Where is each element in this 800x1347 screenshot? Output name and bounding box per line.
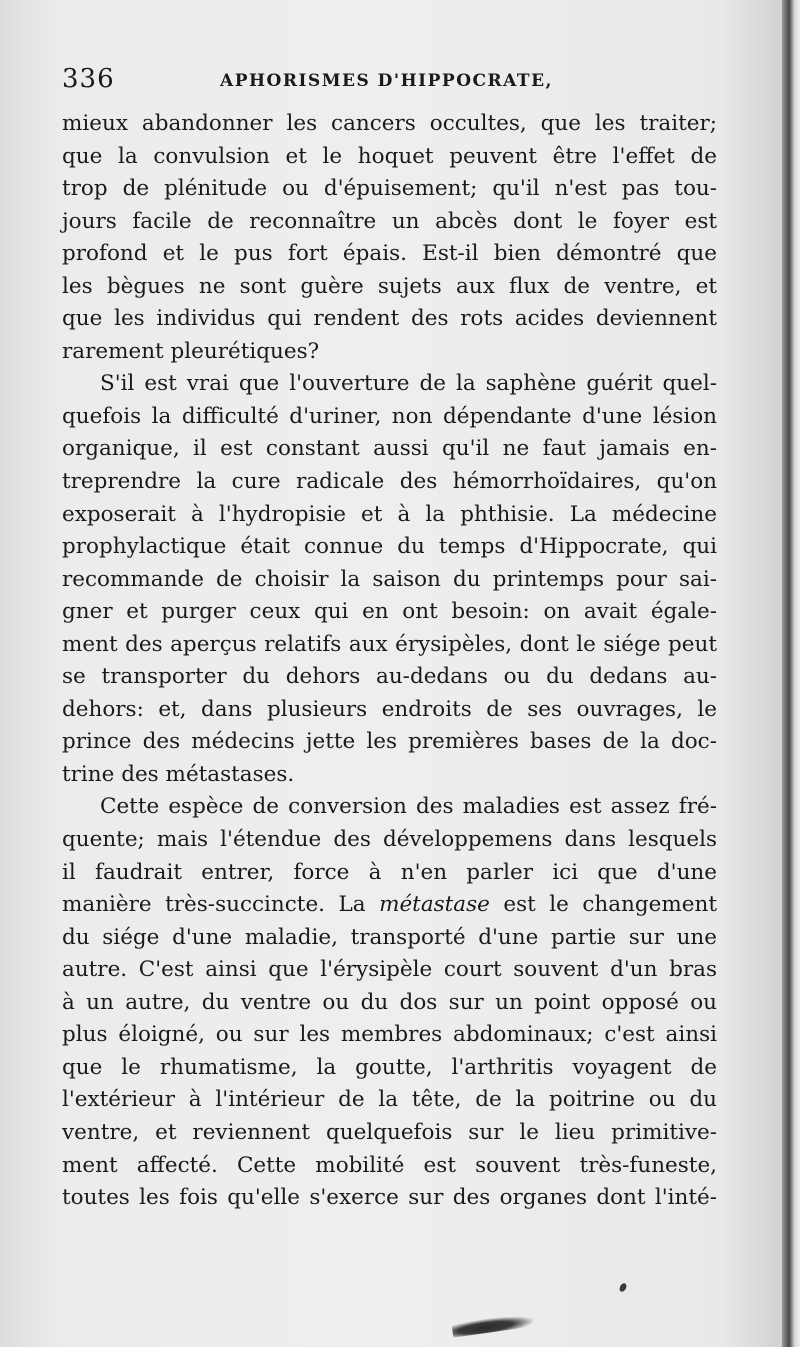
- text-line: prince des médecins jette les premières bases de la doc-: [62, 729, 717, 755]
- text-line: autre. C'est ainsi que l'érysipèle court souvent d'un bras: [62, 957, 717, 983]
- page-header: [62, 64, 732, 104]
- text-line: toutes les fois qu'elle s'exerce sur des organes dont l'inté-: [62, 1185, 717, 1211]
- italic-term: métastase: [379, 892, 490, 918]
- text-line: recommande de choisir la saison du printemps pour sai-: [62, 566, 717, 592]
- text-line: quefois la difficulté d'uriner, non dépendante d'une lésion: [62, 403, 717, 429]
- text-line: se transporter du dehors au-dedans ou du dedans au-: [62, 664, 717, 690]
- text-line: à un autre, du ventre ou du dos sur un point opposé ou: [62, 989, 717, 1015]
- text-segment: manière très-succincte. La: [62, 892, 366, 918]
- page-edge-shadow: [782, 0, 800, 1347]
- text-line: prophylactique était connue du temps d'Hippocrate, qui: [62, 534, 717, 560]
- text-line-with-italic: [62, 889, 717, 922]
- text-line: plus éloigné, ou sur les membres abdominaux; c'est ainsi: [62, 1022, 717, 1048]
- text-line: profond et le pus fort épais. Est-il bien démontré que: [62, 241, 717, 267]
- text-line: gner et purger ceux qui en ont besoin: on avait égale-: [62, 599, 717, 625]
- text-line: jours facile de reconnaître un abcès dont le foyer est: [62, 208, 717, 234]
- paragraph-start-line: S'il est vrai que l'ouverture de la saphène guérit quel-: [100, 371, 717, 397]
- text-line: exposerait à l'hydropisie et à la phthisie. La médecine: [62, 501, 717, 527]
- text-line: dehors: et, dans plusieurs endroits de ses ouvrages, le: [62, 696, 717, 722]
- text-line: ment des aperçus relatifs aux érysipèles, dont le siége peut: [62, 631, 717, 657]
- body-text: [62, 108, 717, 1215]
- text-line: ment affecté. Cette mobilité est souvent très-funeste,: [62, 1152, 717, 1178]
- text-line: trine des métastases.: [62, 761, 295, 787]
- text-line: que les individus qui rendent des rots acides deviennent: [62, 306, 717, 332]
- text-line: les bègues ne sont guère sujets aux flux de ventre, et: [62, 273, 717, 299]
- text-line: treprendre la cure radicale des hémorrhoïdaires, qu'on: [62, 469, 717, 495]
- text-line: que la convulsion et le hoquet peuvent être l'effet de: [62, 143, 717, 169]
- text-line: que le rhumatisme, la goutte, l'arthritis voyagent de: [62, 1054, 717, 1080]
- text-line: du siége d'une maladie, transporté d'une partie sur une: [62, 924, 717, 950]
- text-line: ventre, et reviennent quelquefois sur le lieu primitive-: [62, 1119, 717, 1145]
- page-number: 336: [62, 64, 115, 94]
- running-title: APHORISMES D'HIPPOCRATE,: [220, 71, 553, 91]
- text-line: quente; mais l'étendue des développemens dans lesquels: [62, 827, 717, 853]
- text-line: l'extérieur à l'intérieur de la tête, de la poitrine ou du: [62, 1087, 717, 1113]
- text-line: trop de plénitude ou d'épuisement; qu'il n'est pas tou-: [62, 176, 717, 202]
- text-line: organique, il est constant aussi qu'il ne faut jamais en-: [62, 436, 717, 462]
- text-line: mieux abandonner les cancers occultes, que les traiter;: [62, 111, 717, 136]
- text-line: rarement pleurétiques?: [62, 338, 320, 364]
- text-line: il faudrait entrer, force à n'en parler ici que d'une: [62, 859, 717, 885]
- paragraph-start-line: Cette espèce de conversion des maladies est assez fré-: [100, 794, 717, 820]
- text-segment: est le changement: [503, 892, 717, 918]
